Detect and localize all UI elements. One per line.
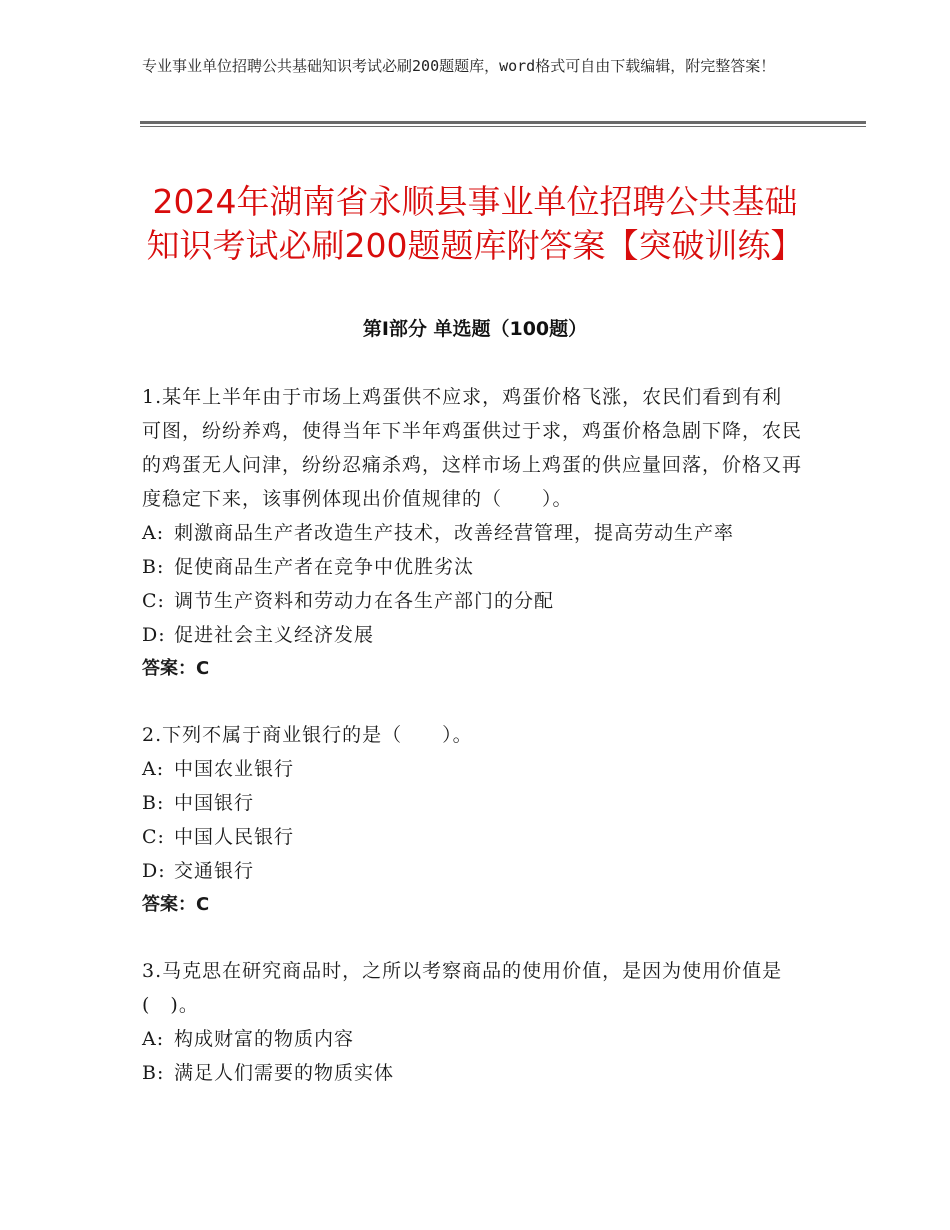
document-title: 2024年湖南省永顺县事业单位招聘公共基础知识考试必刷200题题库附答案【突破训练】 [146,182,804,266]
question-stem: 2.下列不属于商业银行的是（ ）。 [142,724,473,746]
option-key: A: [142,758,165,780]
section-title: 第Ⅰ部分 单选题（100题） [362,318,588,340]
option-key: A: [142,522,165,544]
option-key: B: [142,1062,165,1084]
question-2 [142,718,802,922]
option-c [142,820,802,854]
option-d [142,618,802,652]
question-list [142,380,802,1122]
option-text: 调节生产资料和劳动力在各生产部门的分配 [174,590,555,612]
option-text: 中国人民银行 [174,826,295,848]
option-key: D: [142,624,166,646]
option-text: 促使商品生产者在竞争中优胜劣汰 [174,556,475,578]
question-stem: 3.马克思在研究商品时，之所以考察商品的使用价值，是因为使用价值是( )。 [142,960,783,1016]
header-divider-thick [140,121,866,124]
header-note: 专业事业单位招聘公共基础知识考试必刷200题题库，word格式可自由下载编辑，附完整答案！ [142,57,776,75]
option-key: A: [142,1028,165,1050]
question-stem: 1.某年上半年由于市场上鸡蛋供不应求，鸡蛋价格飞涨，农民们看到有利可图，纷纷养鸡，使得当年下半年鸡蛋供过于求，鸡蛋价格急剧下降，农民的鸡蛋无人问津，纷纷忍痛杀鸡，这样市场上鸡蛋的供应量回落，价格又再度稳定下来，该事例体现出价值规律的（ ）。 [142,386,803,510]
answer-line: 答案：C [142,894,210,915]
option-key: B: [142,556,165,578]
option-d [142,854,802,888]
option-key: D: [142,860,166,882]
header-divider-thin [140,126,866,127]
option-text: 促进社会主义经济发展 [174,624,375,646]
option-a [142,752,802,786]
option-text: 中国农业银行 [174,758,295,780]
question-1 [142,380,802,686]
option-text: 中国银行 [174,792,255,814]
option-text: 刺激商品生产者改造生产技术，改善经营管理，提高劳动生产率 [174,522,735,544]
answer-line: 答案：C [142,658,210,679]
option-a [142,1022,802,1056]
option-key: C: [142,826,165,848]
question-3 [142,954,802,1090]
option-b [142,1056,802,1090]
option-key: B: [142,792,165,814]
option-a [142,516,802,550]
option-text: 构成财富的物质内容 [174,1028,355,1050]
option-b [142,550,802,584]
option-c [142,584,802,618]
option-b [142,786,802,820]
option-text: 交通银行 [174,860,255,882]
option-key: C: [142,590,165,612]
option-text: 满足人们需要的物质实体 [174,1062,395,1084]
